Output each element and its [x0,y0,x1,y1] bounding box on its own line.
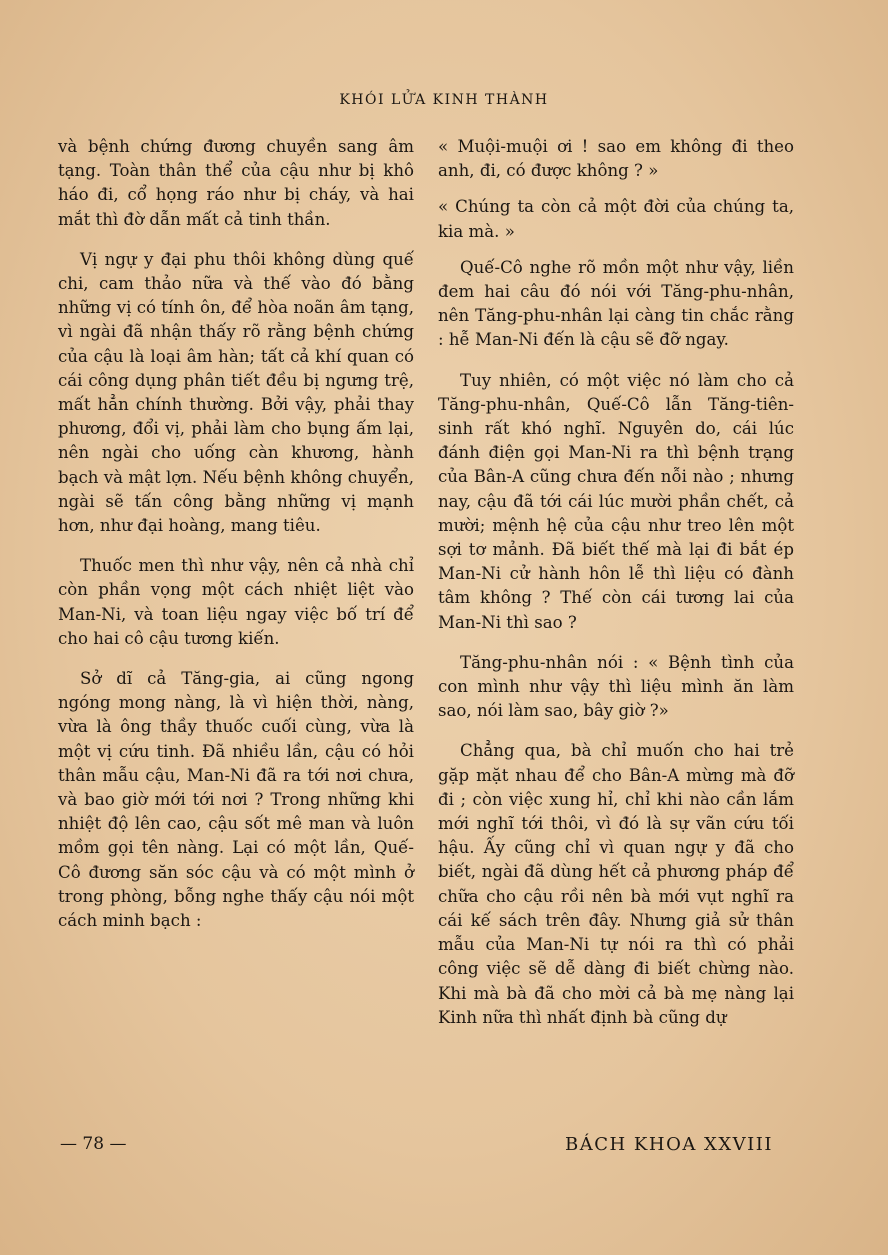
right-paragraph-3: Tăng-phu-nhân nói : « Bệnh tình của con mình như vậy thì liệu mình ăn làm sao, nói làm sao, bây giờ ?» [438,652,794,721]
right-paragraph-1: Quế-Cô nghe rõ mồn một như vậy, liền đem hai câu đó nói với Tăng-phu-nhân, nên Tăng-phu-nhân lại càng tin chắc rằng : hễ Man-Ni đến là cậu sẽ đỡ ngay. [438,257,794,350]
left-paragraph-4: Sở dĩ cả Tăng-gia, ai cũng ngong ngóng mong nàng, là vì hiện thời, nàng, vừa là ông thầy thuốc cuối cùng, vừa là một vị cứu tinh. Đã nhiều lần, cậu có hỏi thân mẫu cậu, Man-Ni đã ra tới nơi chưa, và bao giờ mới tới nơi ? Trong những khi nhiệt độ lên cao, cậu sốt mê man và luôn mồm gọi tên nàng. Lại có một lần, Quế-Cô đương săn sóc cậu và có một mình ở trong phòng, bỗng nghe thấy cậu nói một cách minh bạch : [58,669,414,931]
left-paragraph-1: và bệnh chứng đương chuyền sang âm tạng. Toàn thân thể của cậu như bị khô háo đi, cổ họng ráo như bị cháy, và hai mắt thì đờ dẫn mất cả tinh thần. [58,137,414,229]
right-paragraph-2: Tuy nhiên, có một việc nó làm cho cả Tăng-phu-nhân, Quế-Cô lẫn Tăng-tiên-sinh rất khó nghĩ. Nguyên do, cái lúc đánh điện gọi Man-Ni ra thì bệnh trạng của Bân-A cũng chưa đến nỗi nào ; nhưng nay, cậu đã tới cái lúc mười phần chết, cả mười; mệnh hệ của cậu như treo lên một sợi tơ mảnh. Đã biết thế mà lại đi bắt ép Man-Ni cử hành hôn lễ thì liệu có đành tâm không ? Thế còn cái tương lai của Man-Ni thì sao ? [438,370,794,632]
publication-name: BÁCH KHOA XXVIII [565,1134,773,1155]
left-paragraph-3: Thuốc men thì như vậy, nên cả nhà chỉ còn phần vọng một cách nhiệt liệt vào Man-Ni, và toan liệu ngay việc bố trí để cho hai cô cậu tương kiến. [58,556,414,648]
running-header: KHÓI LỬA KINH THÀNH [339,92,549,108]
right-column [438,135,794,1046]
right-quote-1: « Muội-muội ơi ! sao em không đi theo anh, đi, có được không ? » [438,137,794,181]
page-number: — 78 — [60,1134,127,1154]
left-column [58,135,414,949]
right-quote-2: « Chúng ta còn cả một đời của chúng ta, kia mà. » [438,197,794,241]
left-paragraph-2: Vị ngự y đại phu thôi không dùng quế chi, cam thảo nữa và thế vào đó bằng những vị có tính ôn, để hòa noãn âm tạng, vì ngài đã nhận thấy rõ rằng bệnh chứng của cậu là loại âm hàn; tất cả khí quan có cái công dụng phân tiết đều bị ngưng trệ, mất hẳn chính thường. Bởi vậy, phải thay phương, đổi vị, phải làm cho bụng ấm lại, nên ngài cho uống càn khương, hành bạch và mật lợn. Nếu bệnh không chuyển, ngài sẽ tấn công bằng những vị mạnh hơn, như đại hoàng, mang tiêu. [58,249,414,536]
right-paragraph-4: Chẳng qua, bà chỉ muốn cho hai trẻ gặp mặt nhau để cho Bân-A mừng mà đỡ đi ; còn việc xung hỉ, chỉ khi nào cần lắm mới nghĩ tới thôi, vì đó là sự vãn cứu tối hậu. Ấy cũng chỉ vì quan ngự y đã cho biết, ngài đã dùng hết cả phương pháp để chữa cho cậu rồi nên bà mới vụt nghĩ ra cái kế sách trên đây. Nhưng giả sử thân mẫu của Man-Ni tự nói ra thì có phải công việc sẽ dễ dàng đi biết chừng nào. Khi mà bà đã cho mời cả bà mẹ nàng lại Kinh nữa thì nhất định bà cũng dự [438,741,794,1027]
